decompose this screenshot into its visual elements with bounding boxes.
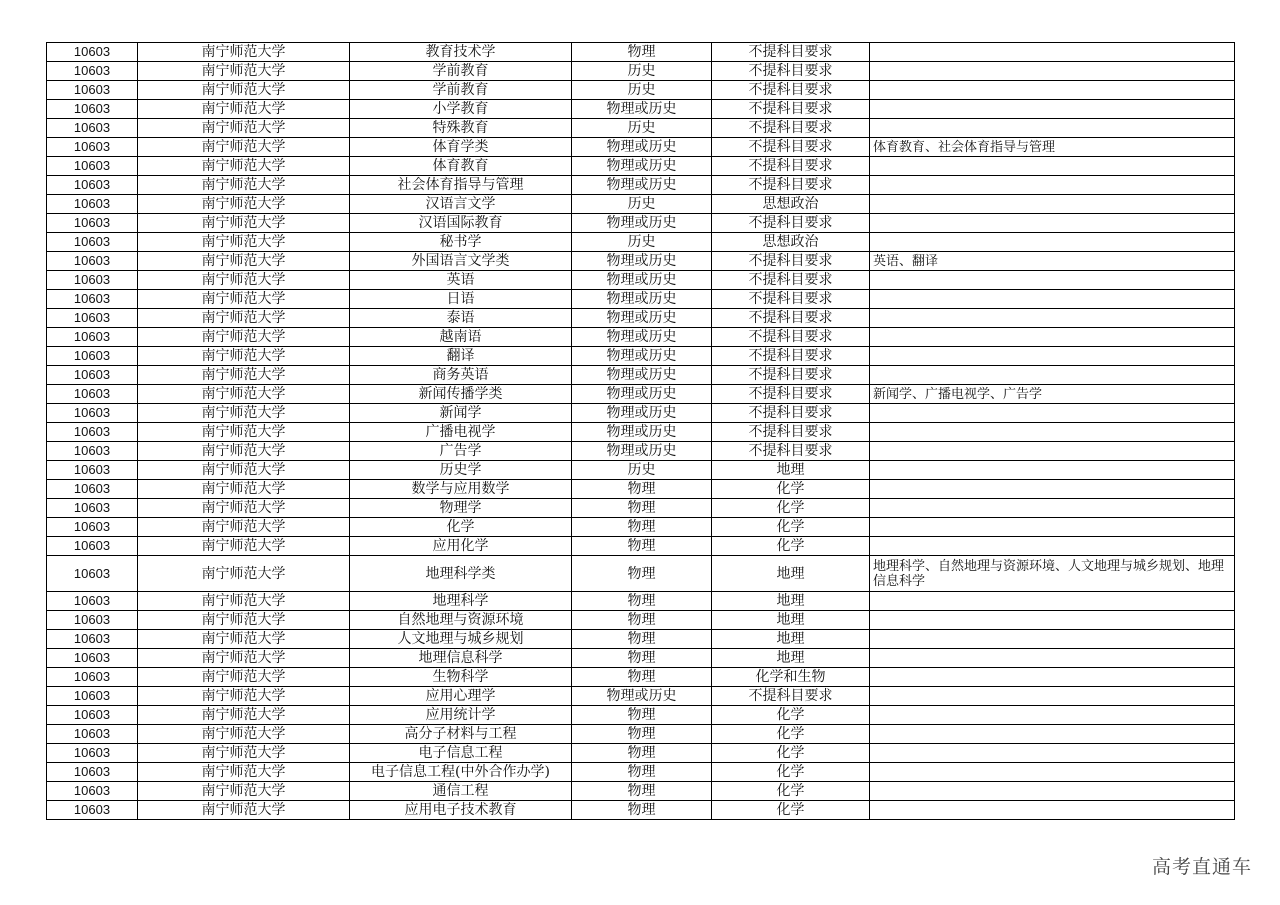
second-subject-cell: 不提科目要求 — [712, 100, 870, 119]
remark-cell — [870, 801, 1235, 820]
school-code-cell: 10603 — [47, 461, 138, 480]
school-name-cell: 南宁师范大学 — [138, 611, 350, 630]
first-subject-cell: 物理或历史 — [572, 290, 712, 309]
table-row — [47, 233, 1235, 252]
second-subject-cell: 思想政治 — [712, 233, 870, 252]
table-row — [47, 119, 1235, 138]
table-row — [47, 499, 1235, 518]
remark-cell — [870, 404, 1235, 423]
major-cell: 学前教育 — [350, 62, 572, 81]
second-subject-cell: 不提科目要求 — [712, 385, 870, 404]
second-subject-cell: 地理 — [712, 611, 870, 630]
remark-cell — [870, 100, 1235, 119]
second-subject-cell: 化学 — [712, 480, 870, 499]
table-row — [47, 461, 1235, 480]
major-cell: 秘书学 — [350, 233, 572, 252]
table-row — [47, 271, 1235, 290]
first-subject-cell: 物理或历史 — [572, 404, 712, 423]
school-code-cell: 10603 — [47, 195, 138, 214]
major-cell: 生物科学 — [350, 668, 572, 687]
school-name-cell: 南宁师范大学 — [138, 271, 350, 290]
school-code-cell: 10603 — [47, 423, 138, 442]
first-subject-cell: 物理 — [572, 725, 712, 744]
remark-cell — [870, 328, 1235, 347]
first-subject-cell: 物理或历史 — [572, 100, 712, 119]
table-row — [47, 423, 1235, 442]
major-cell: 地理科学类 — [350, 556, 572, 592]
major-cell: 翻译 — [350, 347, 572, 366]
second-subject-cell: 不提科目要求 — [712, 347, 870, 366]
second-subject-cell: 不提科目要求 — [712, 252, 870, 271]
second-subject-cell: 地理 — [712, 649, 870, 668]
school-name-cell: 南宁师范大学 — [138, 347, 350, 366]
major-cell: 自然地理与资源环境 — [350, 611, 572, 630]
school-name-cell: 南宁师范大学 — [138, 442, 350, 461]
remark-cell — [870, 518, 1235, 537]
remark-cell — [870, 480, 1235, 499]
second-subject-cell: 化学 — [712, 499, 870, 518]
school-name-cell: 南宁师范大学 — [138, 195, 350, 214]
second-subject-cell: 化学 — [712, 763, 870, 782]
second-subject-cell: 化学 — [712, 801, 870, 820]
first-subject-cell: 物理或历史 — [572, 157, 712, 176]
second-subject-cell: 不提科目要求 — [712, 687, 870, 706]
table-row — [47, 668, 1235, 687]
second-subject-cell: 不提科目要求 — [712, 176, 870, 195]
first-subject-cell: 物理 — [572, 649, 712, 668]
second-subject-cell: 地理 — [712, 630, 870, 649]
first-subject-cell: 物理 — [572, 801, 712, 820]
school-code-cell: 10603 — [47, 119, 138, 138]
second-subject-cell: 不提科目要求 — [712, 290, 870, 309]
second-subject-cell: 地理 — [712, 592, 870, 611]
school-code-cell: 10603 — [47, 518, 138, 537]
major-cell: 汉语国际教育 — [350, 214, 572, 233]
remark-cell — [870, 782, 1235, 801]
first-subject-cell: 历史 — [572, 233, 712, 252]
major-cell: 小学教育 — [350, 100, 572, 119]
school-name-cell: 南宁师范大学 — [138, 687, 350, 706]
first-subject-cell: 物理或历史 — [572, 347, 712, 366]
table-row — [47, 347, 1235, 366]
school-name-cell: 南宁师范大学 — [138, 366, 350, 385]
major-cell: 化学 — [350, 518, 572, 537]
remark-cell — [870, 763, 1235, 782]
major-cell: 体育学类 — [350, 138, 572, 157]
second-subject-cell: 化学 — [712, 782, 870, 801]
remark-cell — [870, 630, 1235, 649]
table-row — [47, 592, 1235, 611]
second-subject-cell: 不提科目要求 — [712, 423, 870, 442]
first-subject-cell: 物理或历史 — [572, 385, 712, 404]
remark-cell — [870, 611, 1235, 630]
table-row — [47, 442, 1235, 461]
table-row — [47, 309, 1235, 328]
table-row — [47, 556, 1235, 592]
second-subject-cell: 地理 — [712, 556, 870, 592]
second-subject-cell: 不提科目要求 — [712, 442, 870, 461]
remark-cell — [870, 423, 1235, 442]
first-subject-cell: 物理或历史 — [572, 328, 712, 347]
table-row — [47, 385, 1235, 404]
school-code-cell: 10603 — [47, 138, 138, 157]
major-cell: 越南语 — [350, 328, 572, 347]
school-code-cell: 10603 — [47, 366, 138, 385]
school-code-cell: 10603 — [47, 176, 138, 195]
school-name-cell: 南宁师范大学 — [138, 214, 350, 233]
major-cell: 汉语言文学 — [350, 195, 572, 214]
school-name-cell: 南宁师范大学 — [138, 157, 350, 176]
school-name-cell: 南宁师范大学 — [138, 782, 350, 801]
school-code-cell: 10603 — [47, 499, 138, 518]
first-subject-cell: 物理 — [572, 592, 712, 611]
school-code-cell: 10603 — [47, 62, 138, 81]
school-name-cell: 南宁师范大学 — [138, 119, 350, 138]
remark-cell — [870, 744, 1235, 763]
table-body — [47, 43, 1235, 820]
school-code-cell: 10603 — [47, 480, 138, 499]
major-cell: 历史学 — [350, 461, 572, 480]
first-subject-cell: 物理或历史 — [572, 214, 712, 233]
school-name-cell: 南宁师范大学 — [138, 100, 350, 119]
first-subject-cell: 物理 — [572, 537, 712, 556]
major-cell: 外国语言文学类 — [350, 252, 572, 271]
table-row — [47, 763, 1235, 782]
school-name-cell: 南宁师范大学 — [138, 252, 350, 271]
school-name-cell: 南宁师范大学 — [138, 649, 350, 668]
remark-cell — [870, 537, 1235, 556]
first-subject-cell: 历史 — [572, 461, 712, 480]
school-code-cell: 10603 — [47, 556, 138, 592]
table-row — [47, 782, 1235, 801]
table-row — [47, 62, 1235, 81]
remark-cell — [870, 499, 1235, 518]
school-name-cell: 南宁师范大学 — [138, 62, 350, 81]
first-subject-cell: 物理 — [572, 706, 712, 725]
table-row — [47, 214, 1235, 233]
second-subject-cell: 不提科目要求 — [712, 271, 870, 290]
remark-cell — [870, 271, 1235, 290]
first-subject-cell: 物理 — [572, 630, 712, 649]
second-subject-cell: 不提科目要求 — [712, 366, 870, 385]
major-cell: 体育教育 — [350, 157, 572, 176]
school-code-cell: 10603 — [47, 43, 138, 62]
remark-cell — [870, 725, 1235, 744]
major-cell: 物理学 — [350, 499, 572, 518]
school-code-cell: 10603 — [47, 385, 138, 404]
remark-cell — [870, 119, 1235, 138]
major-cell: 特殊教育 — [350, 119, 572, 138]
school-code-cell: 10603 — [47, 309, 138, 328]
school-name-cell: 南宁师范大学 — [138, 537, 350, 556]
major-cell: 英语 — [350, 271, 572, 290]
first-subject-cell: 物理或历史 — [572, 366, 712, 385]
remark-cell — [870, 687, 1235, 706]
remark-cell — [870, 366, 1235, 385]
first-subject-cell: 物理 — [572, 744, 712, 763]
major-cell: 地理信息科学 — [350, 649, 572, 668]
school-name-cell: 南宁师范大学 — [138, 176, 350, 195]
remark-cell — [870, 43, 1235, 62]
school-name-cell: 南宁师范大学 — [138, 668, 350, 687]
table-row — [47, 81, 1235, 100]
second-subject-cell: 不提科目要求 — [712, 62, 870, 81]
remark-cell: 地理科学、自然地理与资源环境、人文地理与城乡规划、地理信息科学 — [870, 556, 1235, 592]
school-code-cell: 10603 — [47, 649, 138, 668]
admission-requirements-table — [46, 42, 1235, 820]
second-subject-cell: 不提科目要求 — [712, 404, 870, 423]
first-subject-cell: 物理 — [572, 518, 712, 537]
table-row — [47, 100, 1235, 119]
remark-cell — [870, 176, 1235, 195]
table-row — [47, 744, 1235, 763]
second-subject-cell: 不提科目要求 — [712, 214, 870, 233]
table-row — [47, 611, 1235, 630]
school-code-cell: 10603 — [47, 347, 138, 366]
school-name-cell: 南宁师范大学 — [138, 518, 350, 537]
school-code-cell: 10603 — [47, 442, 138, 461]
table-row — [47, 801, 1235, 820]
school-name-cell: 南宁师范大学 — [138, 290, 350, 309]
major-cell: 数学与应用数学 — [350, 480, 572, 499]
school-name-cell: 南宁师范大学 — [138, 763, 350, 782]
table-row — [47, 518, 1235, 537]
second-subject-cell: 不提科目要求 — [712, 157, 870, 176]
first-subject-cell: 历史 — [572, 62, 712, 81]
first-subject-cell: 物理或历史 — [572, 271, 712, 290]
school-name-cell: 南宁师范大学 — [138, 328, 350, 347]
school-name-cell: 南宁师范大学 — [138, 592, 350, 611]
school-code-cell: 10603 — [47, 290, 138, 309]
first-subject-cell: 物理或历史 — [572, 687, 712, 706]
remark-cell — [870, 347, 1235, 366]
second-subject-cell: 化学 — [712, 537, 870, 556]
table-row — [47, 706, 1235, 725]
school-name-cell: 南宁师范大学 — [138, 404, 350, 423]
first-subject-cell: 物理 — [572, 611, 712, 630]
school-name-cell: 南宁师范大学 — [138, 556, 350, 592]
second-subject-cell: 思想政治 — [712, 195, 870, 214]
table-row — [47, 176, 1235, 195]
school-name-cell: 南宁师范大学 — [138, 744, 350, 763]
remark-cell — [870, 668, 1235, 687]
school-code-cell: 10603 — [47, 801, 138, 820]
table-row — [47, 138, 1235, 157]
school-code-cell: 10603 — [47, 404, 138, 423]
school-name-cell: 南宁师范大学 — [138, 138, 350, 157]
watermark-text: 高考直通车 — [1151, 856, 1252, 878]
school-name-cell: 南宁师范大学 — [138, 309, 350, 328]
school-name-cell: 南宁师范大学 — [138, 499, 350, 518]
table-row — [47, 157, 1235, 176]
second-subject-cell: 化学和生物 — [712, 668, 870, 687]
school-code-cell: 10603 — [47, 100, 138, 119]
remark-cell — [870, 62, 1235, 81]
school-name-cell: 南宁师范大学 — [138, 233, 350, 252]
second-subject-cell: 不提科目要求 — [712, 328, 870, 347]
first-subject-cell: 历史 — [572, 119, 712, 138]
school-name-cell: 南宁师范大学 — [138, 480, 350, 499]
school-name-cell: 南宁师范大学 — [138, 801, 350, 820]
school-name-cell: 南宁师范大学 — [138, 630, 350, 649]
school-code-cell: 10603 — [47, 782, 138, 801]
second-subject-cell: 化学 — [712, 725, 870, 744]
major-cell: 新闻学 — [350, 404, 572, 423]
remark-cell — [870, 461, 1235, 480]
school-code-cell: 10603 — [47, 81, 138, 100]
first-subject-cell: 物理 — [572, 43, 712, 62]
school-code-cell: 10603 — [47, 214, 138, 233]
first-subject-cell: 物理 — [572, 782, 712, 801]
table-row — [47, 537, 1235, 556]
major-cell: 地理科学 — [350, 592, 572, 611]
first-subject-cell: 物理 — [572, 499, 712, 518]
remark-cell — [870, 81, 1235, 100]
major-cell: 广播电视学 — [350, 423, 572, 442]
major-cell: 学前教育 — [350, 81, 572, 100]
major-cell: 广告学 — [350, 442, 572, 461]
second-subject-cell: 不提科目要求 — [712, 138, 870, 157]
school-code-cell: 10603 — [47, 537, 138, 556]
second-subject-cell: 不提科目要求 — [712, 81, 870, 100]
major-cell: 人文地理与城乡规划 — [350, 630, 572, 649]
major-cell: 应用化学 — [350, 537, 572, 556]
school-name-cell: 南宁师范大学 — [138, 423, 350, 442]
first-subject-cell: 物理或历史 — [572, 138, 712, 157]
school-code-cell: 10603 — [47, 271, 138, 290]
school-name-cell: 南宁师范大学 — [138, 385, 350, 404]
second-subject-cell: 地理 — [712, 461, 870, 480]
major-cell: 日语 — [350, 290, 572, 309]
school-code-cell: 10603 — [47, 687, 138, 706]
major-cell: 泰语 — [350, 309, 572, 328]
table-row — [47, 630, 1235, 649]
remark-cell: 体育教育、社会体育指导与管理 — [870, 138, 1235, 157]
major-cell: 电子信息工程(中外合作办学) — [350, 763, 572, 782]
remark-cell — [870, 195, 1235, 214]
first-subject-cell: 物理或历史 — [572, 309, 712, 328]
second-subject-cell: 不提科目要求 — [712, 43, 870, 62]
first-subject-cell: 物理或历史 — [572, 442, 712, 461]
remark-cell — [870, 649, 1235, 668]
remark-cell — [870, 214, 1235, 233]
first-subject-cell: 物理或历史 — [572, 423, 712, 442]
table-row — [47, 687, 1235, 706]
table-row — [47, 252, 1235, 271]
school-code-cell: 10603 — [47, 763, 138, 782]
remark-cell: 新闻学、广播电视学、广告学 — [870, 385, 1235, 404]
major-cell: 高分子材料与工程 — [350, 725, 572, 744]
first-subject-cell: 物理 — [572, 556, 712, 592]
major-cell: 应用心理学 — [350, 687, 572, 706]
major-cell: 商务英语 — [350, 366, 572, 385]
major-cell: 社会体育指导与管理 — [350, 176, 572, 195]
school-code-cell: 10603 — [47, 706, 138, 725]
major-cell: 教育技术学 — [350, 43, 572, 62]
first-subject-cell: 物理或历史 — [572, 176, 712, 195]
remark-cell — [870, 592, 1235, 611]
school-code-cell: 10603 — [47, 611, 138, 630]
major-cell: 新闻传播学类 — [350, 385, 572, 404]
school-code-cell: 10603 — [47, 157, 138, 176]
school-code-cell: 10603 — [47, 328, 138, 347]
table-row — [47, 290, 1235, 309]
second-subject-cell: 化学 — [712, 518, 870, 537]
table-row — [47, 328, 1235, 347]
second-subject-cell: 不提科目要求 — [712, 309, 870, 328]
table-row — [47, 649, 1235, 668]
table-row — [47, 404, 1235, 423]
remark-cell: 英语、翻译 — [870, 252, 1235, 271]
school-code-cell: 10603 — [47, 630, 138, 649]
remark-cell — [870, 442, 1235, 461]
school-name-cell: 南宁师范大学 — [138, 461, 350, 480]
school-code-cell: 10603 — [47, 744, 138, 763]
second-subject-cell: 不提科目要求 — [712, 119, 870, 138]
major-cell: 应用电子技术教育 — [350, 801, 572, 820]
first-subject-cell: 物理 — [572, 480, 712, 499]
first-subject-cell: 物理或历史 — [572, 252, 712, 271]
table-row — [47, 725, 1235, 744]
school-code-cell: 10603 — [47, 668, 138, 687]
second-subject-cell: 化学 — [712, 706, 870, 725]
major-cell: 通信工程 — [350, 782, 572, 801]
first-subject-cell: 物理 — [572, 668, 712, 687]
school-name-cell: 南宁师范大学 — [138, 43, 350, 62]
table-row — [47, 195, 1235, 214]
first-subject-cell: 历史 — [572, 81, 712, 100]
remark-cell — [870, 233, 1235, 252]
remark-cell — [870, 290, 1235, 309]
school-code-cell: 10603 — [47, 252, 138, 271]
school-code-cell: 10603 — [47, 592, 138, 611]
school-name-cell: 南宁师范大学 — [138, 81, 350, 100]
school-name-cell: 南宁师范大学 — [138, 725, 350, 744]
school-code-cell: 10603 — [47, 233, 138, 252]
table-row — [47, 366, 1235, 385]
remark-cell — [870, 706, 1235, 725]
major-cell: 电子信息工程 — [350, 744, 572, 763]
first-subject-cell: 物理 — [572, 763, 712, 782]
remark-cell — [870, 157, 1235, 176]
second-subject-cell: 化学 — [712, 744, 870, 763]
remark-cell — [870, 309, 1235, 328]
table-row — [47, 480, 1235, 499]
school-name-cell: 南宁师范大学 — [138, 706, 350, 725]
school-code-cell: 10603 — [47, 725, 138, 744]
table-row — [47, 43, 1235, 62]
major-cell: 应用统计学 — [350, 706, 572, 725]
first-subject-cell: 历史 — [572, 195, 712, 214]
